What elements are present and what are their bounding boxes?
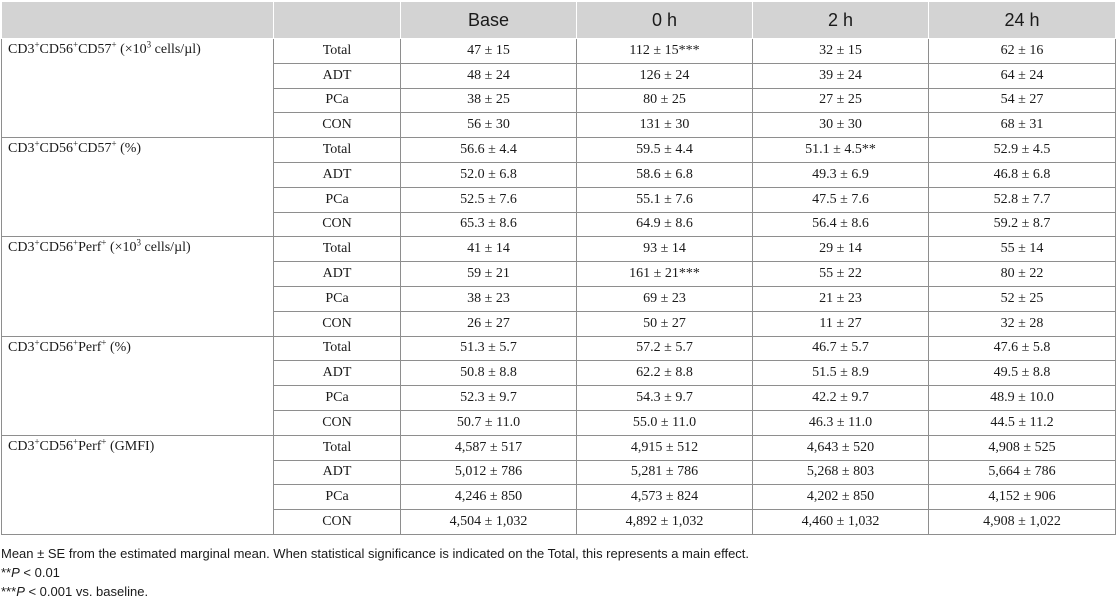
- group-label: CON: [274, 410, 401, 435]
- variable-label: [2, 138, 274, 237]
- value-cell: 48.9 ± 10.0: [929, 386, 1116, 411]
- variable-text: CD57: [78, 141, 112, 157]
- value-cell: 62 ± 16: [929, 39, 1116, 64]
- value-cell: 161 ± 21***: [577, 262, 753, 287]
- variable-label: [2, 39, 274, 138]
- variable-text: CD56: [39, 339, 73, 355]
- table-row: [2, 237, 1116, 262]
- table-row: [2, 435, 1116, 460]
- variable-superscript: +: [72, 39, 79, 50]
- value-cell: 26 ± 27: [401, 311, 577, 336]
- value-cell: 39 ± 24: [753, 63, 929, 88]
- footnote-main: Mean ± SE from the estimated marginal mean. When statistical significance is indicated on the Total, this represents a main effect.: [1, 546, 750, 561]
- header-base: Base: [401, 2, 577, 39]
- value-cell: 5,012 ± 786: [401, 460, 577, 485]
- value-cell: 52.0 ± 6.8: [401, 162, 577, 187]
- value-cell: 4,587 ± 517: [401, 435, 577, 460]
- value-cell: 80 ± 25: [577, 88, 753, 113]
- value-cell: 126 ± 24: [577, 63, 753, 88]
- value-cell: 62.2 ± 8.8: [577, 361, 753, 386]
- table-row: [2, 336, 1116, 361]
- variable-superscript: +: [34, 237, 40, 248]
- value-cell: 11 ± 27: [753, 311, 929, 336]
- variable-text: CD56: [39, 141, 73, 157]
- value-cell: 4,908 ± 525: [929, 435, 1116, 460]
- variable-label: [2, 336, 274, 435]
- variable-text: (×10: [106, 240, 137, 256]
- value-cell: 4,908 ± 1,022: [929, 510, 1116, 535]
- group-label: PCa: [274, 88, 401, 113]
- variable-text: CD3: [8, 42, 35, 57]
- value-cell: 59.2 ± 8.7: [929, 212, 1116, 237]
- value-cell: 47.5 ± 7.6: [753, 187, 929, 212]
- variable-superscript: +: [34, 436, 40, 447]
- value-cell: 112 ± 15***: [577, 39, 753, 64]
- value-cell: 49.5 ± 8.8: [929, 361, 1116, 386]
- value-cell: 55 ± 22: [753, 262, 929, 287]
- value-cell: 49.3 ± 6.9: [753, 162, 929, 187]
- variable-superscript: +: [72, 138, 79, 149]
- variable-superscript: +: [72, 336, 79, 347]
- value-cell: 5,268 ± 803: [753, 460, 929, 485]
- variable-superscript: +: [34, 39, 40, 50]
- value-cell: 46.8 ± 6.8: [929, 162, 1116, 187]
- value-cell: 5,664 ± 786: [929, 460, 1116, 485]
- header-group: [274, 2, 401, 39]
- value-cell: 52.8 ± 7.7: [929, 187, 1116, 212]
- group-label: ADT: [274, 262, 401, 287]
- group-label: PCa: [274, 485, 401, 510]
- value-cell: 59 ± 21: [401, 262, 577, 287]
- value-cell: 5,281 ± 786: [577, 460, 753, 485]
- value-cell: 64.9 ± 8.6: [577, 212, 753, 237]
- variable-text: CD56: [39, 42, 73, 57]
- value-cell: 51.1 ± 4.5**: [753, 138, 929, 163]
- value-cell: 4,246 ± 850: [401, 485, 577, 510]
- variable-text: (×10: [116, 42, 147, 57]
- value-cell: 46.3 ± 11.0: [753, 410, 929, 435]
- header-0h: 0 h: [577, 2, 753, 39]
- value-cell: 55.1 ± 7.6: [577, 187, 753, 212]
- variable-text: Perf: [78, 438, 102, 454]
- group-label: ADT: [274, 162, 401, 187]
- variable-text: cells/µl): [141, 240, 191, 256]
- group-label: CON: [274, 510, 401, 535]
- table-row: [2, 138, 1116, 163]
- value-cell: 46.7 ± 5.7: [753, 336, 929, 361]
- group-label: ADT: [274, 460, 401, 485]
- variable-superscript: +: [111, 39, 117, 50]
- value-cell: 68 ± 31: [929, 113, 1116, 138]
- footnote-p0001: ***P < 0.001 vs. baseline.: [1, 584, 149, 599]
- variable-superscript: +: [111, 138, 117, 149]
- variable-superscript: +: [72, 436, 79, 447]
- table-row: [2, 39, 1116, 64]
- variable-superscript: +: [34, 336, 40, 347]
- value-cell: 38 ± 23: [401, 286, 577, 311]
- value-cell: 57.2 ± 5.7: [577, 336, 753, 361]
- value-cell: 93 ± 14: [577, 237, 753, 262]
- footnote-p001: **P < 0.01: [1, 565, 60, 580]
- variable-text: CD3: [8, 438, 35, 454]
- value-cell: 51.3 ± 5.7: [401, 336, 577, 361]
- value-cell: 30 ± 30: [753, 113, 929, 138]
- value-cell: 55.0 ± 11.0: [577, 410, 753, 435]
- variable-superscript: +: [34, 138, 40, 149]
- variable-text: CD3: [8, 141, 35, 157]
- variable-text: Perf: [78, 339, 102, 355]
- value-cell: 52.3 ± 9.7: [401, 386, 577, 411]
- variable-superscript: +: [101, 436, 107, 447]
- value-cell: 48 ± 24: [401, 63, 577, 88]
- value-cell: 4,202 ± 850: [753, 485, 929, 510]
- group-label: Total: [274, 39, 401, 64]
- variable-label: [2, 237, 274, 336]
- table-footnotes: [1, 544, 749, 601]
- results-table: [1, 1, 1116, 535]
- header-variable: [2, 2, 274, 39]
- value-cell: 65.3 ± 8.6: [401, 212, 577, 237]
- variable-superscript: +: [72, 237, 79, 248]
- value-cell: 29 ± 14: [753, 237, 929, 262]
- value-cell: 80 ± 22: [929, 262, 1116, 287]
- value-cell: 54 ± 27: [929, 88, 1116, 113]
- header-row: [2, 2, 1116, 39]
- value-cell: 4,460 ± 1,032: [753, 510, 929, 535]
- value-cell: 56.4 ± 8.6: [753, 212, 929, 237]
- value-cell: 38 ± 25: [401, 88, 577, 113]
- value-cell: 51.5 ± 8.9: [753, 361, 929, 386]
- variable-text: CD56: [39, 438, 73, 454]
- value-cell: 56.6 ± 4.4: [401, 138, 577, 163]
- header-24h: 24 h: [929, 2, 1116, 39]
- value-cell: 21 ± 23: [753, 286, 929, 311]
- value-cell: 4,643 ± 520: [753, 435, 929, 460]
- value-cell: 4,504 ± 1,032: [401, 510, 577, 535]
- value-cell: 55 ± 14: [929, 237, 1116, 262]
- variable-label: [2, 435, 274, 534]
- group-label: ADT: [274, 361, 401, 386]
- variable-text: cells/µl): [151, 42, 201, 57]
- variable-superscript: 3: [146, 39, 152, 50]
- group-label: CON: [274, 113, 401, 138]
- value-cell: 47.6 ± 5.8: [929, 336, 1116, 361]
- group-label: Total: [274, 435, 401, 460]
- value-cell: 56 ± 30: [401, 113, 577, 138]
- variable-text: (%): [106, 339, 131, 355]
- value-cell: 47 ± 15: [401, 39, 577, 64]
- value-cell: 50.7 ± 11.0: [401, 410, 577, 435]
- variable-text: CD56: [39, 240, 73, 256]
- value-cell: 59.5 ± 4.4: [577, 138, 753, 163]
- value-cell: 50 ± 27: [577, 311, 753, 336]
- value-cell: 32 ± 28: [929, 311, 1116, 336]
- variable-superscript: +: [101, 336, 107, 347]
- variable-text: CD3: [8, 240, 35, 256]
- variable-text: CD3: [8, 339, 35, 355]
- table-body: [2, 39, 1116, 535]
- value-cell: 4,915 ± 512: [577, 435, 753, 460]
- value-cell: 50.8 ± 8.8: [401, 361, 577, 386]
- group-label: CON: [274, 311, 401, 336]
- variable-superscript: 3: [136, 237, 142, 248]
- variable-text: (%): [116, 141, 142, 157]
- value-cell: 44.5 ± 11.2: [929, 410, 1116, 435]
- header-2h: 2 h: [753, 2, 929, 39]
- variable-text: Perf: [78, 240, 102, 256]
- value-cell: 131 ± 30: [577, 113, 753, 138]
- variable-superscript: +: [101, 237, 107, 248]
- variable-text: CD57: [78, 42, 112, 57]
- value-cell: 52.5 ± 7.6: [401, 187, 577, 212]
- value-cell: 52.9 ± 4.5: [929, 138, 1116, 163]
- value-cell: 27 ± 25: [753, 88, 929, 113]
- value-cell: 52 ± 25: [929, 286, 1116, 311]
- group-label: Total: [274, 237, 401, 262]
- value-cell: 4,152 ± 906: [929, 485, 1116, 510]
- value-cell: 54.3 ± 9.7: [577, 386, 753, 411]
- value-cell: 4,573 ± 824: [577, 485, 753, 510]
- group-label: Total: [274, 336, 401, 361]
- group-label: PCa: [274, 187, 401, 212]
- value-cell: 41 ± 14: [401, 237, 577, 262]
- group-label: PCa: [274, 286, 401, 311]
- group-label: PCa: [274, 386, 401, 411]
- group-label: Total: [274, 138, 401, 163]
- variable-text: (GMFI): [106, 438, 155, 454]
- value-cell: 32 ± 15: [753, 39, 929, 64]
- value-cell: 64 ± 24: [929, 63, 1116, 88]
- group-label: CON: [274, 212, 401, 237]
- group-label: ADT: [274, 63, 401, 88]
- value-cell: 42.2 ± 9.7: [753, 386, 929, 411]
- value-cell: 69 ± 23: [577, 286, 753, 311]
- value-cell: 58.6 ± 6.8: [577, 162, 753, 187]
- value-cell: 4,892 ± 1,032: [577, 510, 753, 535]
